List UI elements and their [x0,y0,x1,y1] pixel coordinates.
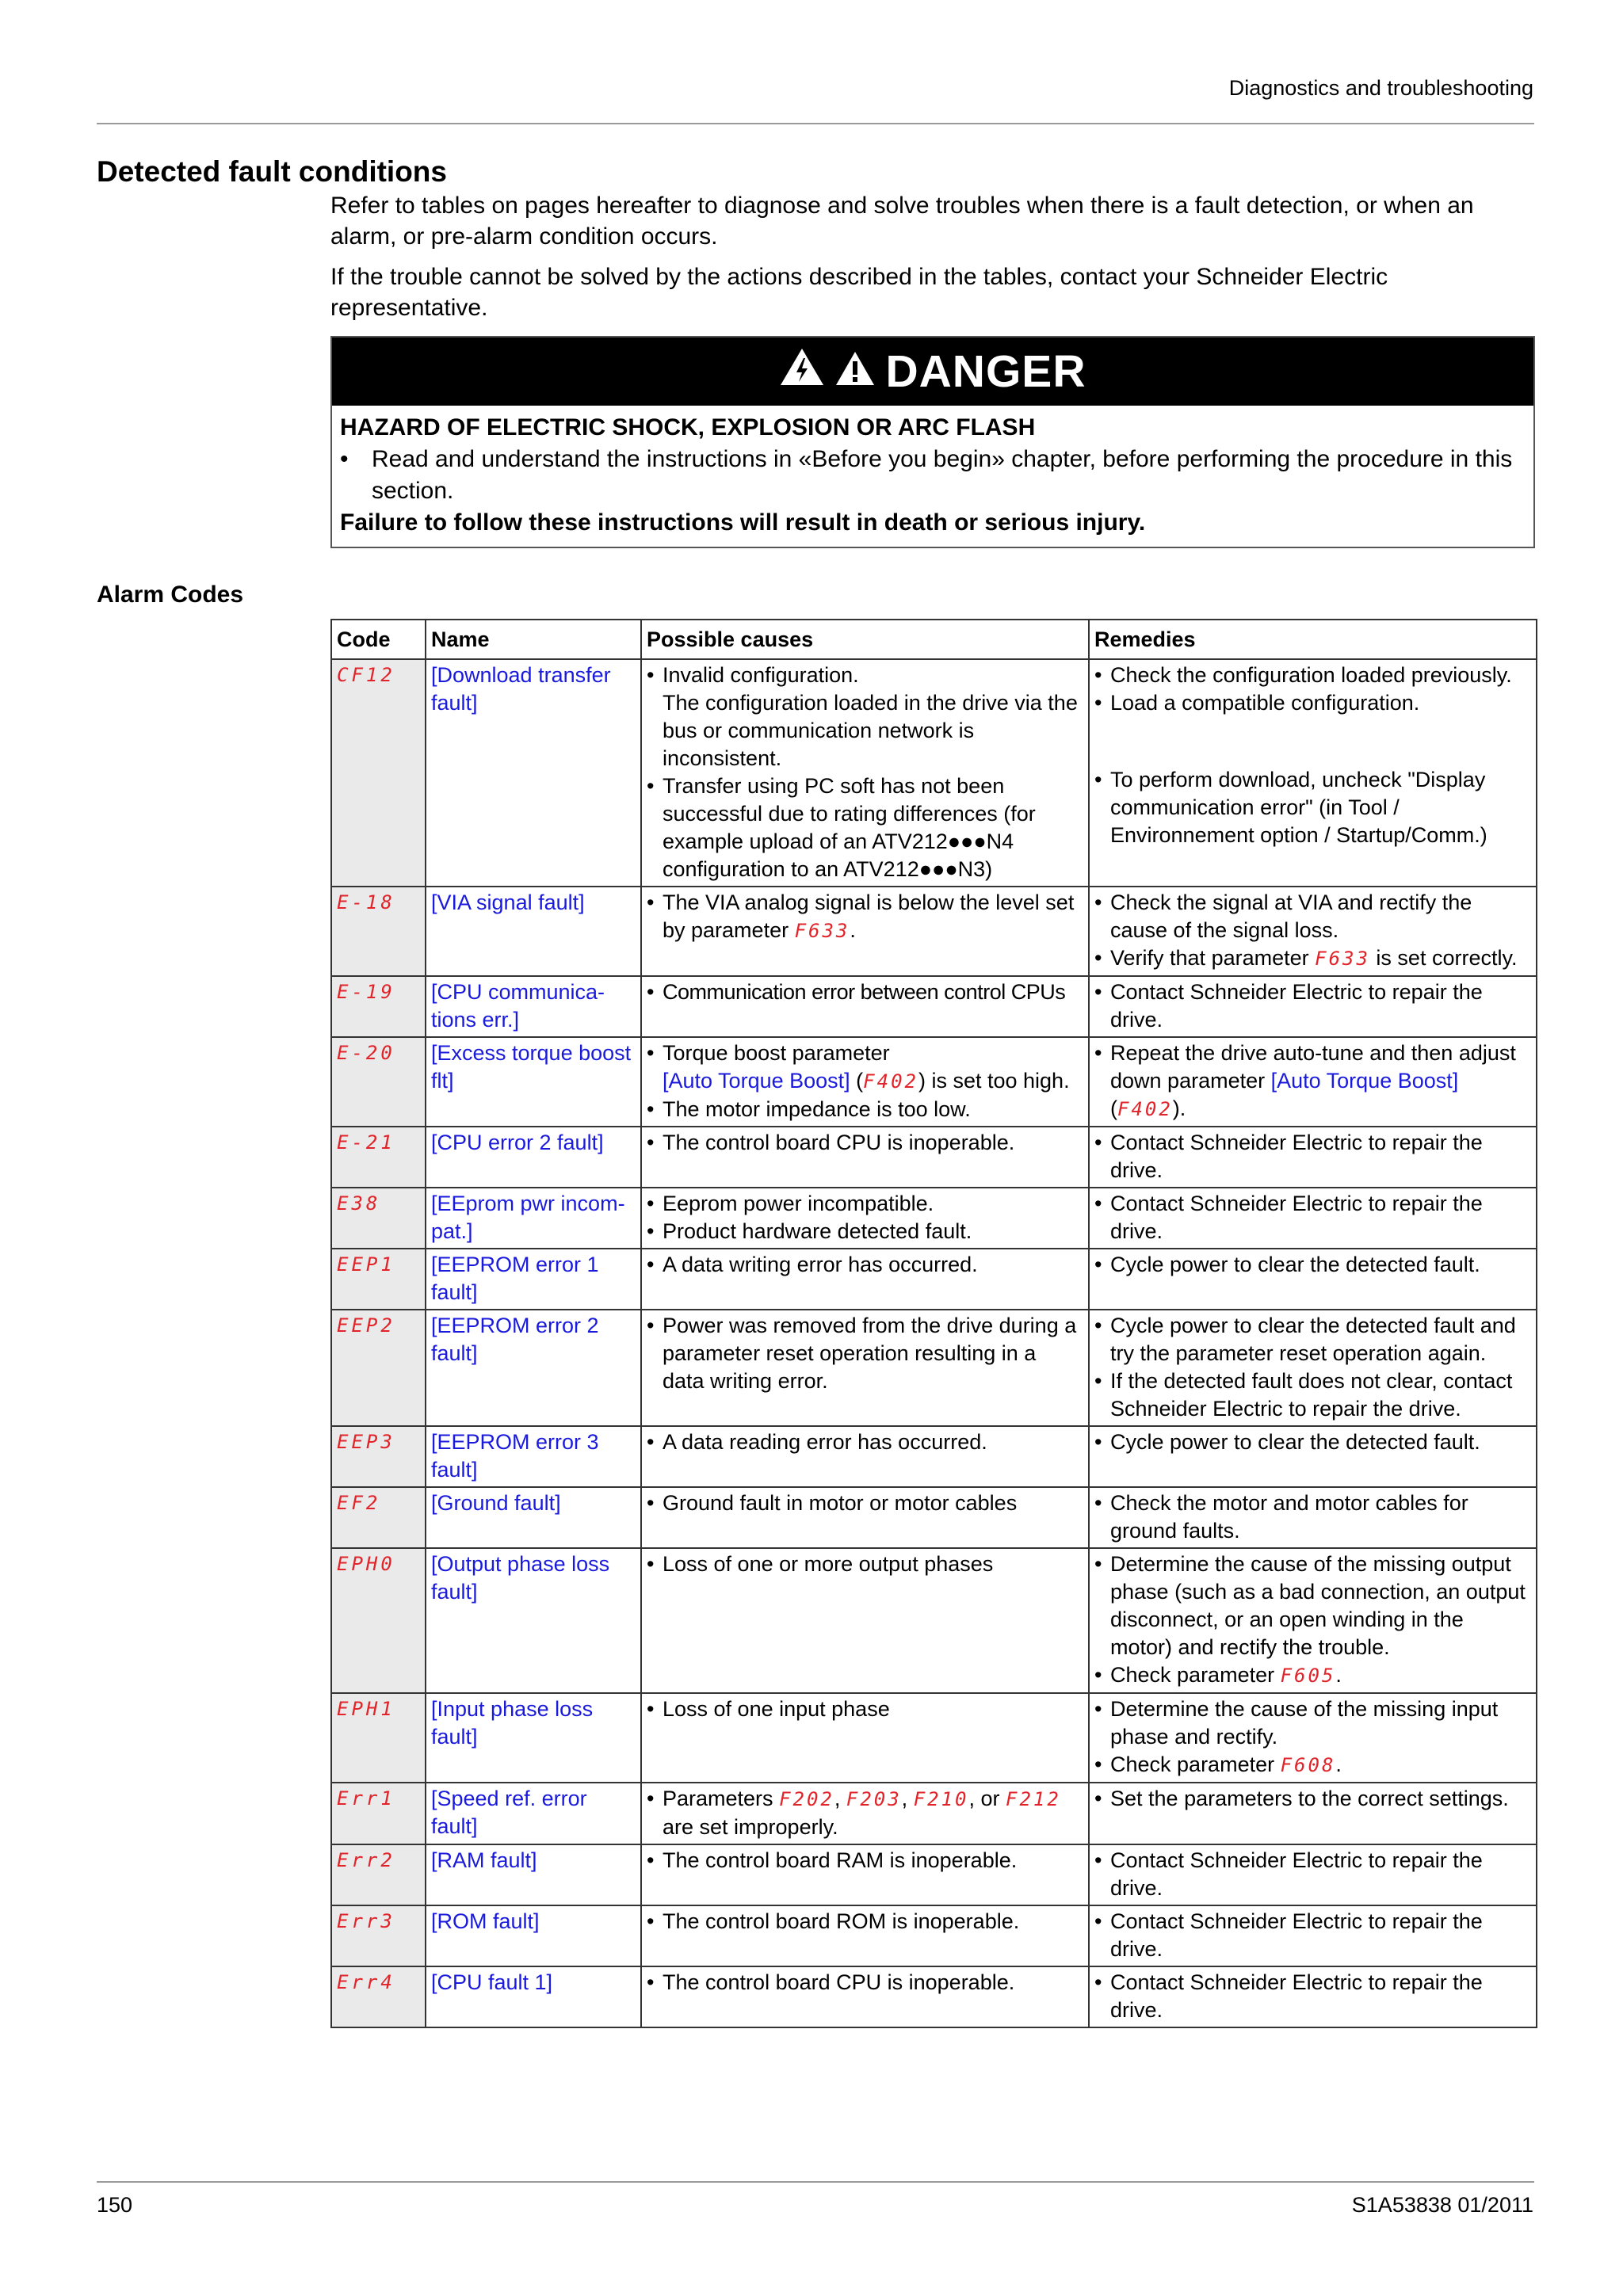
fault-code: EPH0 [331,1548,426,1693]
fault-name: [VIA signal fault] [426,887,641,976]
fault-code: E-20 [331,1037,426,1127]
remedies: • Cycle power to clear the detected fault. [1089,1426,1537,1487]
fault-code: E-21 [331,1127,426,1188]
possible-causes: • The control board RAM is inoperable. [641,1844,1089,1905]
table-row [331,659,1537,887]
possible-causes: • Loss of one input phase [641,1693,1089,1783]
fault-name: [Input phase loss fault] [426,1693,641,1783]
remedies: • Determine the cause of the missing input phase and rectify. • Check parameter F608. [1089,1693,1537,1783]
remedies: • Contact Schneider Electric to repair the drive. [1089,1844,1537,1905]
running-header: Diagnostics and troubleshooting [1228,76,1533,100]
danger-body [332,406,1533,547]
alarm-codes-heading: Alarm Codes [97,582,244,608]
possible-causes: • Parameters F202, F203, F210, or F212 are set improperly. [641,1783,1089,1844]
fault-code: Err2 [331,1844,426,1905]
possible-causes: • Power was removed from the drive during a parameter reset operation resulting in a data writing error. [641,1310,1089,1426]
fault-code: CF12 [331,659,426,887]
table-row [331,976,1537,1037]
table-row [331,1037,1537,1127]
remedies: • Contact Schneider Electric to repair the drive. [1089,1188,1537,1249]
possible-causes: • The VIA analog signal is below the level set by parameter F633. [641,887,1089,976]
table-row [331,1693,1537,1783]
remedies: • Contact Schneider Electric to repair the drive. [1089,976,1537,1037]
danger-bullet: • Read and understand the instructions in «Before you begin» chapter, before performing the procedure in this section. [340,446,1513,504]
footer-rule [97,2181,1534,2183]
danger-header [332,338,1533,406]
fault-name: [Download transfer fault] [426,659,641,887]
possible-causes: • The control board CPU is inoperable. [641,1966,1089,2027]
fault-code: EEP1 [331,1249,426,1310]
fault-code: EEP3 [331,1426,426,1487]
header-rule [97,123,1534,124]
fault-code: E-19 [331,976,426,1037]
possible-causes: • A data reading error has occurred. [641,1426,1089,1487]
fault-name: [CPU error 2 fault] [426,1127,641,1188]
electric-hazard-icon [779,345,825,398]
possible-causes: • The control board CPU is inoperable. [641,1127,1089,1188]
remedies: • Repeat the drive auto-tune and then adjust down parameter [Auto Torque Boost] (F402). [1089,1037,1537,1127]
danger-label: DANGER [885,346,1086,397]
remedies: • Determine the cause of the missing output phase (such as a bad connection, an output disconnect, or an open winding in the motor) and rectify the trouble. • Check parameter F605. [1089,1548,1537,1693]
possible-causes: • Eeprom power incompatible. • Product hardware detected fault. [641,1188,1089,1249]
table-row [331,1905,1537,1966]
table-row [331,1844,1537,1905]
remedies: • Cycle power to clear the detected fault and try the parameter reset operation again. • If the detected fault does not clear, contact Schneider Electric to repair the drive. [1089,1310,1537,1426]
intro-paragraph: Refer to tables on pages hereafter to diagnose and solve troubles when there is a fault detection, or when an alarm, or pre-alarm condition occurs. [330,193,1474,250]
remedies: • Cycle power to clear the detected fault. [1089,1249,1537,1310]
fault-name: [RAM fault] [426,1844,641,1905]
column-header: Remedies [1089,620,1537,659]
alarm-codes-table [330,619,1537,2028]
column-header: Name [426,620,641,659]
table-row [331,1249,1537,1310]
fault-code: EPH1 [331,1693,426,1783]
fault-code: Err1 [331,1783,426,1844]
fault-name: [Ground fault] [426,1487,641,1548]
remedies: • Check the motor and motor cables for ground faults. [1089,1487,1537,1548]
fault-code: Err3 [331,1905,426,1966]
danger-box [330,336,1535,548]
page-number: 150 [97,2193,133,2217]
fault-name: [Excess torque boost flt] [426,1037,641,1127]
possible-causes: • The control board ROM is inoperable. [641,1905,1089,1966]
fault-name: [CPU fault 1] [426,1966,641,2027]
fault-name: [Output phase loss fault] [426,1548,641,1693]
fault-name: [EEPROM error 2 fault] [426,1310,641,1426]
fault-name: [EEprom pwr incom-pat.] [426,1188,641,1249]
remedies: • Check the configuration loaded previously. • Load a compatible configuration. • To perform download, uncheck "Display communication error" (in Tool / Environnement option / Startup/Comm.) [1089,659,1537,887]
intro-text [330,190,1535,333]
fault-name: [EEPROM error 1 fault] [426,1249,641,1310]
table-row [331,1548,1537,1693]
warning-triangle-icon [834,345,876,398]
column-header: Code [331,620,426,659]
table-row [331,1310,1537,1426]
remedies: • Contact Schneider Electric to repair the drive. [1089,1127,1537,1188]
table-row [331,887,1537,976]
possible-causes: • Invalid configuration. The configuration loaded in the drive via the bus or communication network is inconsistent. • Transfer using PC soft has not been successful due to rating differences (for example upload of an ATV212●●●N4 configuration to an ATV212●●●N3) [641,659,1089,887]
fault-name: [Speed ref. error fault] [426,1783,641,1844]
possible-causes: • Ground fault in motor or motor cables [641,1487,1089,1548]
document-reference: S1A53838 01/2011 [1351,2193,1533,2217]
fault-code: E38 [331,1188,426,1249]
hazard-title: HAZARD OF ELECTRIC SHOCK, EXPLOSION OR ARC FLASH [340,414,1036,441]
remedies: • Contact Schneider Electric to repair the drive. [1089,1905,1537,1966]
failure-warning: Failure to follow these instructions will result in death or serious injury. [340,509,1146,536]
column-header: Possible causes [641,620,1089,659]
table-row [331,1188,1537,1249]
possible-causes: • A data writing error has occurred. [641,1249,1089,1310]
table-row [331,1783,1537,1844]
remedies: • Check the signal at VIA and rectify the cause of the signal loss. • Verify that parameter F633 is set correctly. [1089,887,1537,976]
possible-causes: • Loss of one or more output phases [641,1548,1089,1693]
table-row [331,1966,1537,2027]
possible-causes: • Torque boost parameter [Auto Torque Boost] (F402) is set too high. • The motor impedance is too low. [641,1037,1089,1127]
intro-paragraph: If the trouble cannot be solved by the actions described in the tables, contact your Schneider Electric representative. [330,264,1388,321]
fault-code: EF2 [331,1487,426,1548]
table-header-row [331,620,1537,659]
fault-name: [CPU communica-tions err.] [426,976,641,1037]
table-row [331,1487,1537,1548]
table-row [331,1127,1537,1188]
remedies: • Contact Schneider Electric to repair the drive. [1089,1966,1537,2027]
fault-name: [ROM fault] [426,1905,641,1966]
table-row [331,1426,1537,1487]
fault-code: EEP2 [331,1310,426,1426]
possible-causes: • Communication error between control CPUs [641,976,1089,1037]
fault-code: Err4 [331,1966,426,2027]
remedies: • Set the parameters to the correct settings. [1089,1783,1537,1844]
fault-name: [EEPROM error 3 fault] [426,1426,641,1487]
page-title: Detected fault conditions [97,155,447,188]
fault-code: E-18 [331,887,426,976]
